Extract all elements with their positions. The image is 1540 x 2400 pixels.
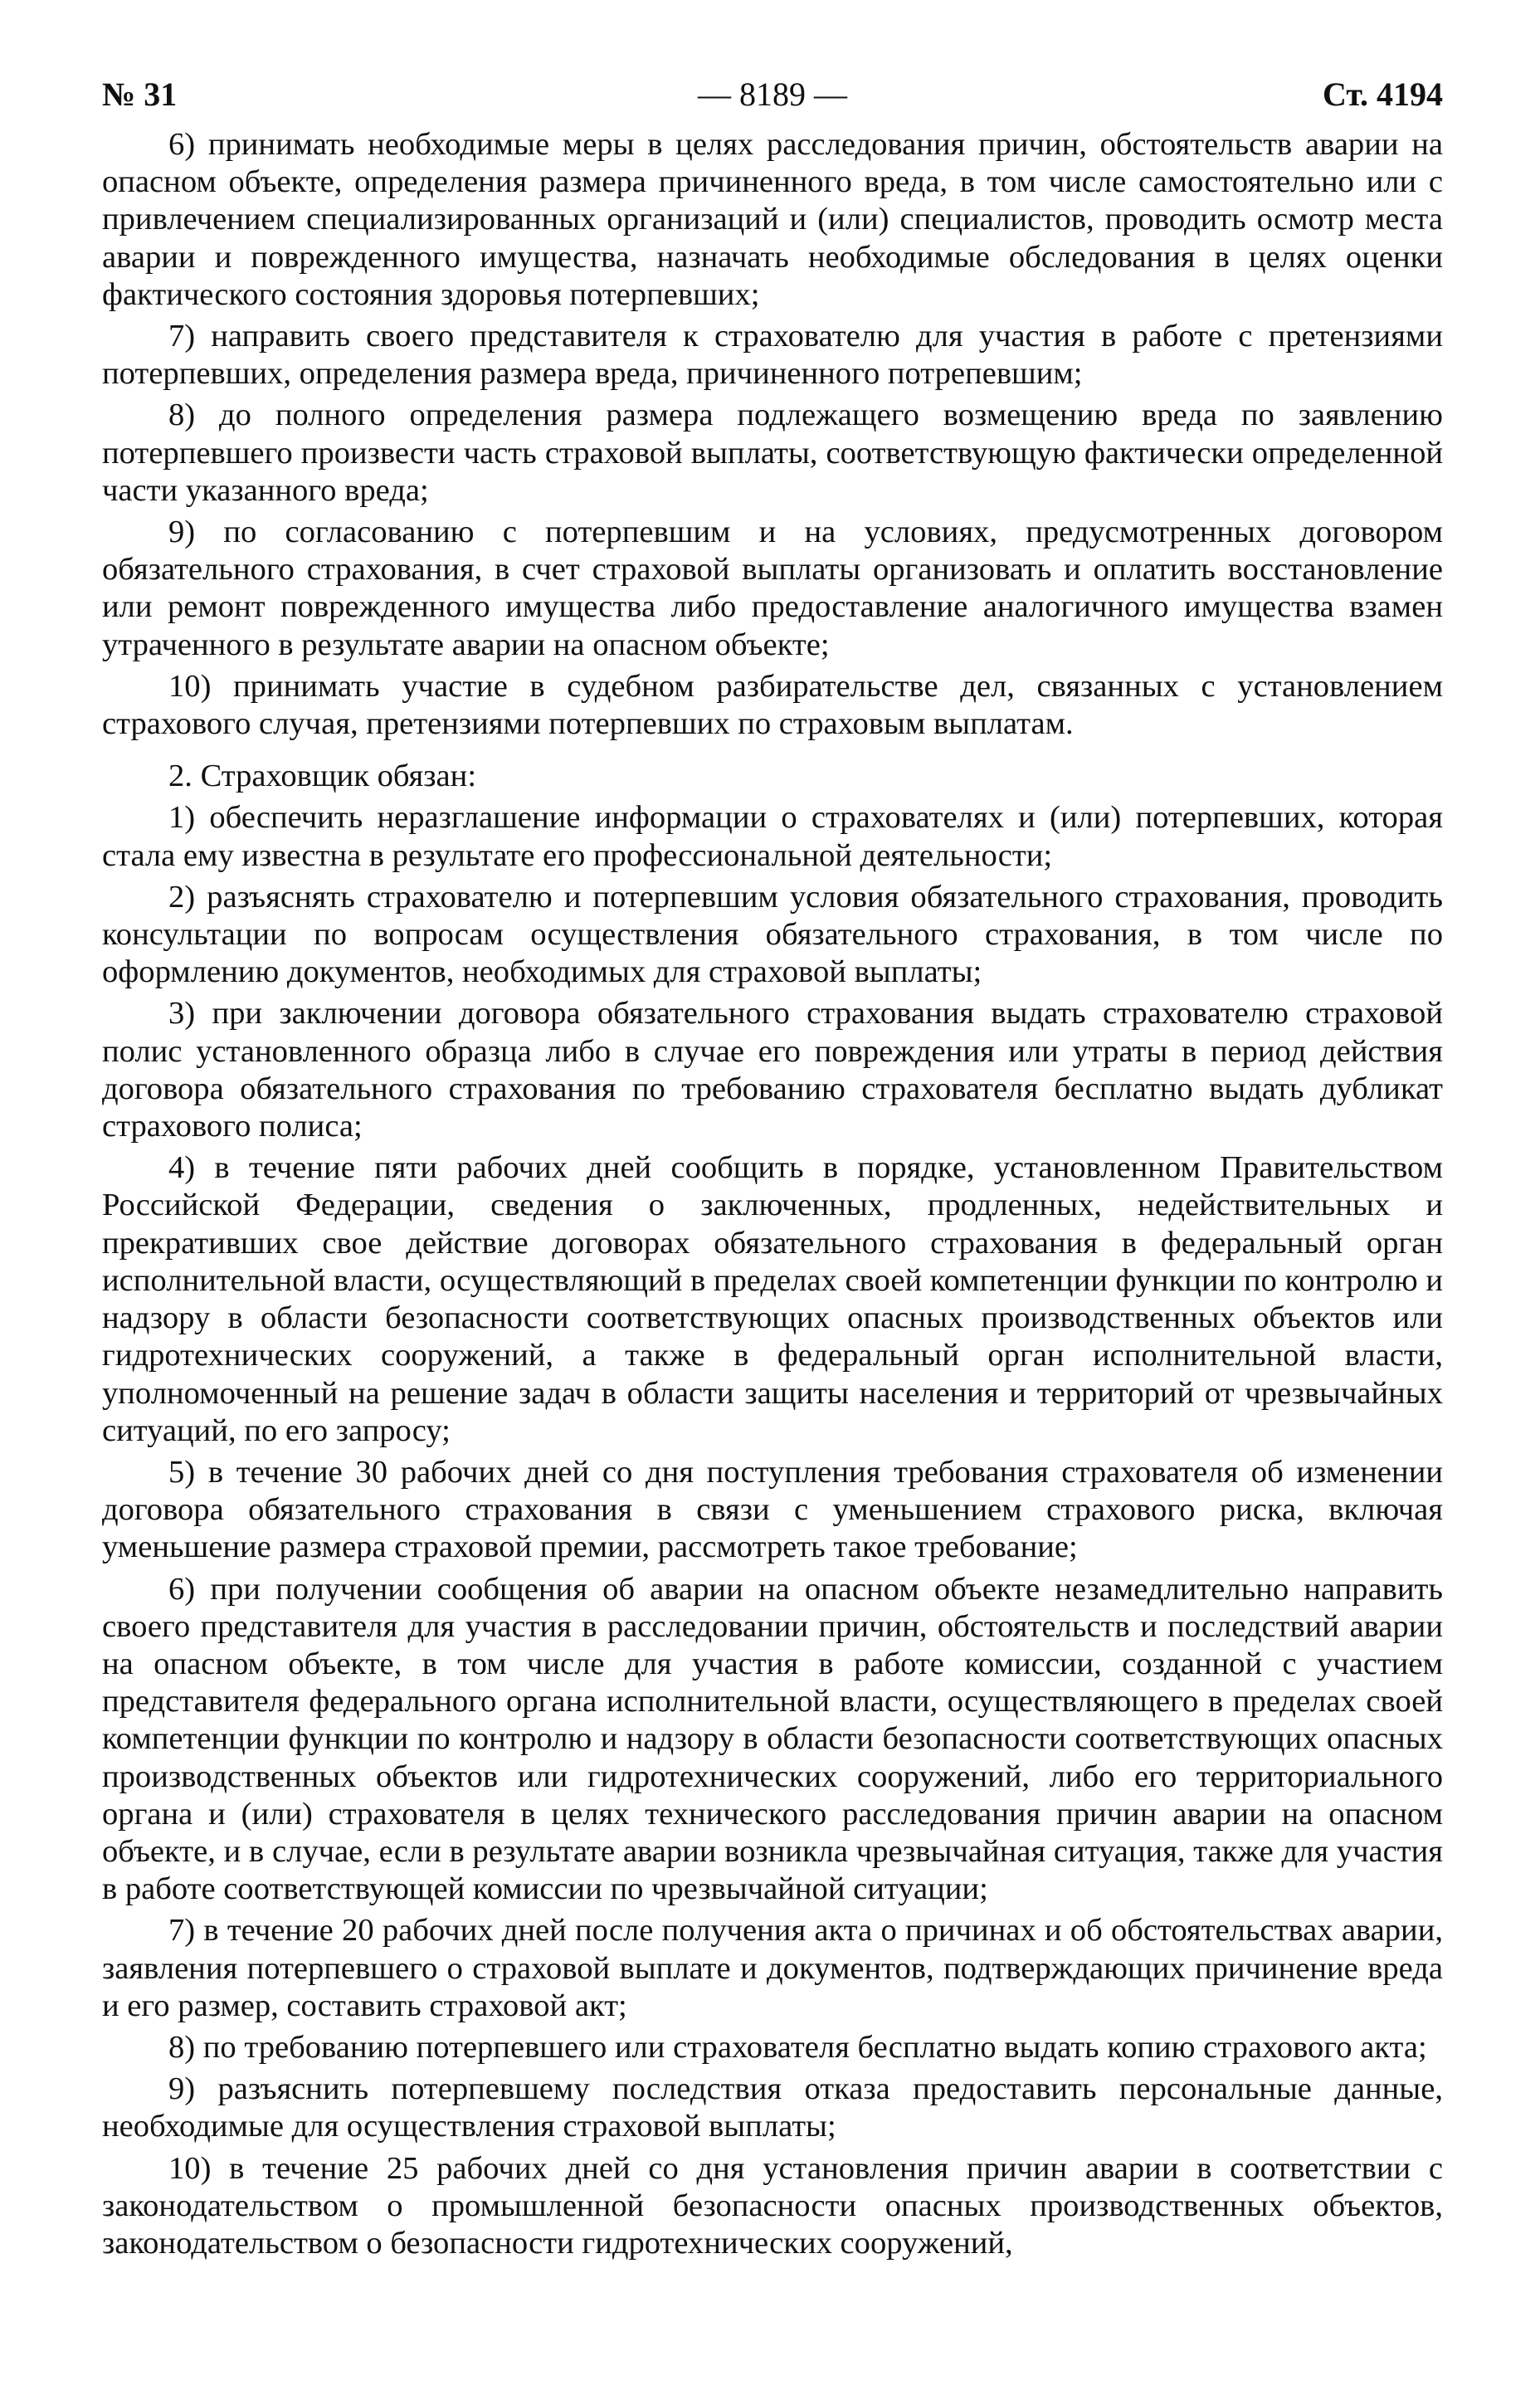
paragraph: 9) по согласованию с потерпевшим и на условиях, предусмотренных договором обязательного страхования, в счет страховой выплаты организовать и оплатить восстановление или ремонт поврежденного имущества либо предоставление аналогичного имущества взамен утраченного в результате аварии на опасном объекте;	[102, 515, 1443, 662]
paragraph: 6) при получении сообщения об аварии на опасном объекте незамедлительно направить своего представителя для участия в расследовании причин, обстоятельств и последствий аварии на опасном объекте, в том числе для участия в работе комиссии, созданной с участием представителя федерального органа исполнительной власти, осуществляющего в пределах своей компетенции функции по контролю и надзору в области безопасности соответствующих опасных производственных объектов или гидротехнических сооружений, либо его территориального органа и (или) страхователя в целях технического расследования причин аварии на опасном объекте, и в случае, если в результате аварии возникла чрезвычайная ситуация, также для участия в работе соответствующей комиссии по чрезвычайной ситуации;	[102, 1571, 1443, 1907]
paragraph: 8) по требованию потерпевшего или страхователя бесплатно выдать копию страхового акта;	[168, 2029, 1427, 2065]
paragraph: 8) до полного определения размера подлежащего возмещению вреда по заявлению потерпевшего произвести часть страховой выплаты, соответствующую фактически определенной части указанного вреда;	[102, 398, 1443, 508]
paragraph: 1) обеспечить неразглашение информации о страхователях и (или) потерпевших, которая стала ему известна в результате его профессиональной деятельности;	[102, 800, 1443, 873]
paragraph: 6) принимать необходимые меры в целях расследования причин, обстоятельств аварии на опасном объекте, определения размера причиненного вреда, в том числе самостоятельно или с привлечением специализированных организаций и (или) специалистов, проводить осмотр места аварии и поврежденного имущества, назначать необходимые обследования в целях оценки фактического состояния здоровья потерпевших;	[102, 127, 1443, 312]
document-page	[102, 70, 1443, 2266]
issue-number: № 31	[102, 76, 178, 113]
document-body	[102, 126, 1443, 2262]
section-heading: 2. Страховщик обязан:	[168, 759, 477, 794]
paragraph: 2) разъяснять страхователю и потерпевшим условия обязательного страхования, проводить консультации по вопросам осуществления обязательного страхования, в том числе по оформлению документов, необходимых для страховой выплаты;	[102, 879, 1443, 990]
page-number: — 8189 —	[698, 76, 847, 113]
article-number: Ст. 4194	[1323, 76, 1443, 113]
page-header	[102, 70, 1443, 120]
paragraph: 5) в течение 30 рабочих дней со дня поступления требования страхователя об изменении договора обязательного страхования в связи с уменьшением страхового риска, включая уменьшение размера страховой премии, рассмотреть такое требование;	[102, 1454, 1443, 1565]
paragraph: 10) в течение 25 рабочих дней со дня установления причин аварии в соответствии с законодательством о промышленной безопасности опасных производственных объектов, законодательством о безопасности гидротехнических сооружений,	[102, 2150, 1443, 2261]
paragraph: 4) в течение пяти рабочих дней сообщить в порядке, установленном Правительством Российской Федерации, сведения о заключенных, продленных, недействительных и прекративших свое действие договорах обязательного страхования в федеральный орган исполнительной власти, осуществляющий в пределах своей компетенции функции по контролю и надзору в области безопасности соответствующих опасных производственных объектов или гидротехнических сооружений, а также в федеральный орган исполнительной власти, уполномоченный на решение задач в области защиты населения и территорий от чрезвычайных ситуаций, по его запросу;	[102, 1150, 1443, 1448]
paragraph: 3) при заключении договора обязательного страхования выдать страхователю страховой полис установленного образца либо в случае его повреждения или утраты в период действия договора обязательного страхования по требованию страхователя бесплатно выдать дубликат страхового полиса;	[102, 996, 1443, 1144]
paragraph: 7) направить своего представителя к страхователю для участия в работе с претензиями потерпевших, определения размера вреда, причиненного потрепевшим;	[102, 319, 1443, 392]
paragraph: 7) в течение 20 рабочих дней после получения акта о причинах и об обстоятельствах аварии, заявления потерпевшего о страховой выплате и документов, подтверждающих причинение вреда и его размер, составить страховой акт;	[102, 1913, 1443, 2023]
paragraph: 10) принимать участие в судебном разбирательстве дел, связанных с установлением страхового случая, претензиями потерпевших по страховым выплатам.	[102, 668, 1443, 742]
paragraph: 9) разъяснить потерпевшему последствия отказа предоставить персональные данные, необходимые для осуществления страховой выплаты;	[102, 2071, 1443, 2144]
